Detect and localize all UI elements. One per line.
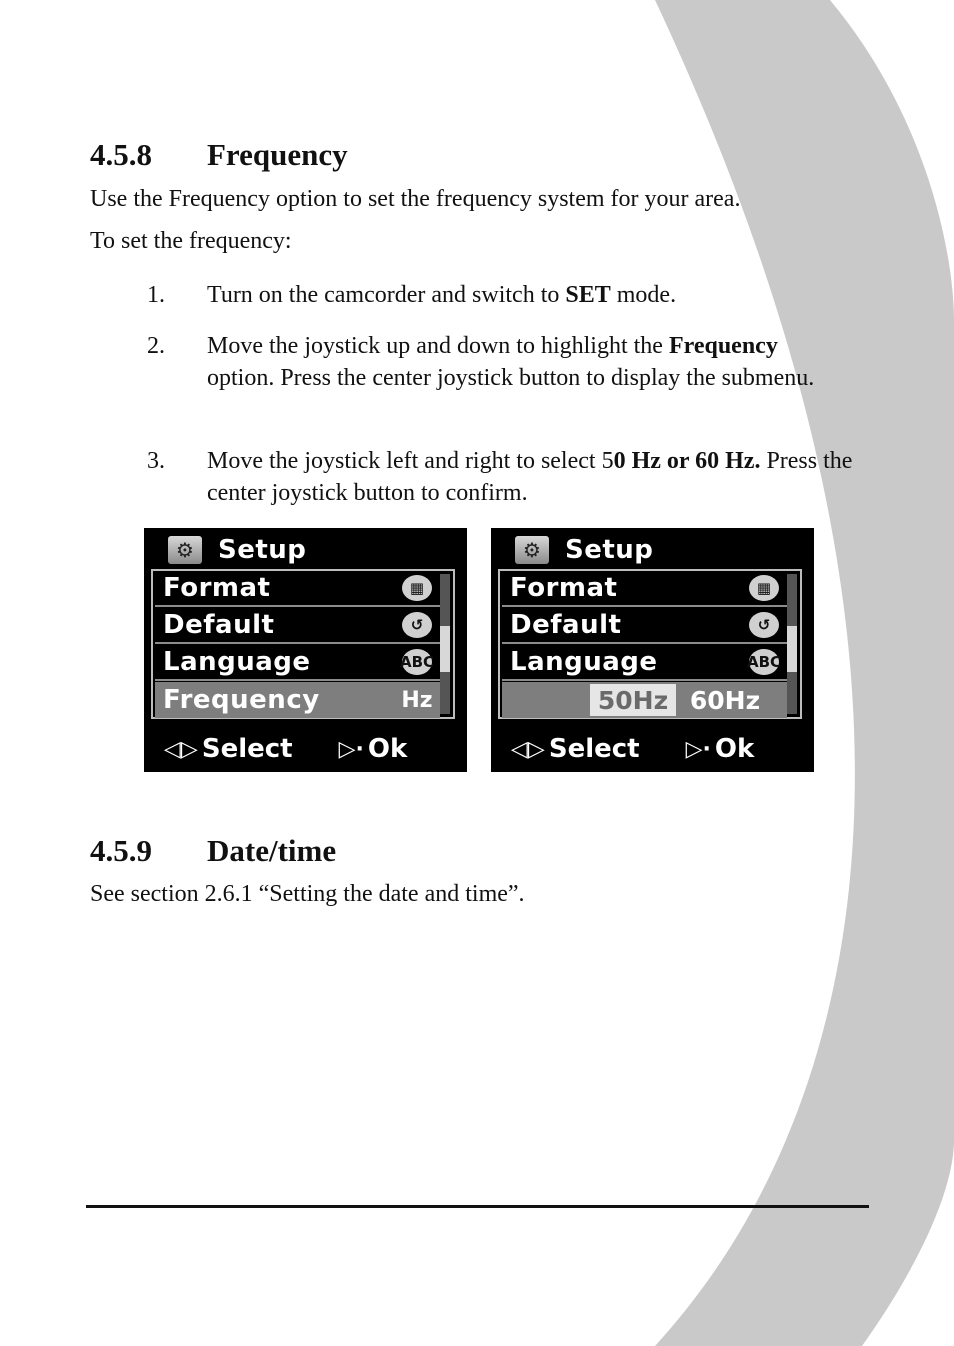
section-number: 4.5.8 — [90, 137, 152, 172]
section-heading-datetime — [90, 833, 336, 869]
joystick-select-icon: ◁▷ — [511, 736, 545, 762]
format-icon: ▦ — [749, 575, 779, 601]
gear-icon: ⚙ — [515, 536, 549, 564]
option-50hz: 50Hz — [590, 684, 676, 716]
step-number: 3. — [147, 448, 165, 474]
select-hint: Select — [201, 734, 293, 764]
menu-item-language: Language ABC — [155, 645, 440, 681]
select-hint: Select — [548, 734, 640, 764]
footer-rule — [86, 1205, 869, 1208]
step-text: Move the joystick up and down to highlight the Frequency option. Press the center joystick button to display the submenu. — [207, 333, 815, 391]
joystick-press-icon: ▷· — [338, 736, 364, 762]
screen-title-bar — [515, 534, 653, 566]
screen-title-bar — [168, 534, 306, 566]
language-icon: ABC — [402, 649, 432, 675]
menu-item-default: Default ↺ — [155, 608, 440, 644]
format-icon: ▦ — [402, 575, 432, 601]
ok-hint: Ok — [714, 734, 755, 764]
scrollbar-thumb — [440, 626, 450, 672]
step-text: Move the joystick left and right to select 50 Hz or 60 Hz. Press the center joystick button to confirm. — [207, 448, 853, 506]
camcorder-screen-menu — [144, 528, 467, 772]
setup-menu-list — [151, 569, 455, 719]
screen-title: Setup — [218, 535, 307, 565]
menu-item-default: Default ↺ — [502, 608, 787, 644]
datetime-paragraph: See section 2.6.1 “Setting the date and time”. — [90, 881, 525, 907]
gear-icon: ⚙ — [168, 536, 202, 564]
camcorder-screen-submenu — [491, 528, 814, 772]
menu-item-format: Format ▦ — [155, 571, 440, 607]
lead-paragraph: To set the frequency: — [90, 228, 292, 254]
setup-menu-list — [498, 569, 802, 719]
menu-item-language: Language ABC — [502, 645, 787, 681]
joystick-press-icon: ▷· — [685, 736, 711, 762]
reset-icon: ↺ — [402, 612, 432, 638]
intro-paragraph: Use the Frequency option to set the frequency system for your area. — [90, 186, 741, 212]
step-number: 2. — [147, 333, 165, 359]
menu-item-format: Format ▦ — [502, 571, 787, 607]
menu-scrollbar — [440, 574, 450, 714]
section-heading-frequency — [90, 137, 348, 173]
menu-item-frequency: Frequency Hz — [155, 682, 440, 718]
menu-scrollbar — [787, 574, 797, 714]
section-number: 4.5.9 — [90, 833, 152, 868]
step-number: 1. — [147, 282, 165, 308]
scrollbar-thumb — [787, 626, 797, 672]
option-60hz: 60Hz — [689, 685, 761, 715]
ok-hint: Ok — [367, 734, 408, 764]
joystick-select-icon: ◁▷ — [164, 736, 198, 762]
language-icon: ABC — [749, 649, 779, 675]
screen-title: Setup — [565, 535, 654, 565]
screen-hint-bar — [164, 732, 454, 766]
step-text: Turn on the camcorder and switch to SET mode. — [207, 282, 677, 308]
reset-icon: ↺ — [749, 612, 779, 638]
frequency-options-row — [502, 682, 787, 718]
screen-hint-bar — [511, 732, 801, 766]
hz-icon: Hz — [401, 687, 433, 713]
section-title: Date/time — [207, 833, 337, 868]
section-title: Frequency — [207, 137, 348, 172]
